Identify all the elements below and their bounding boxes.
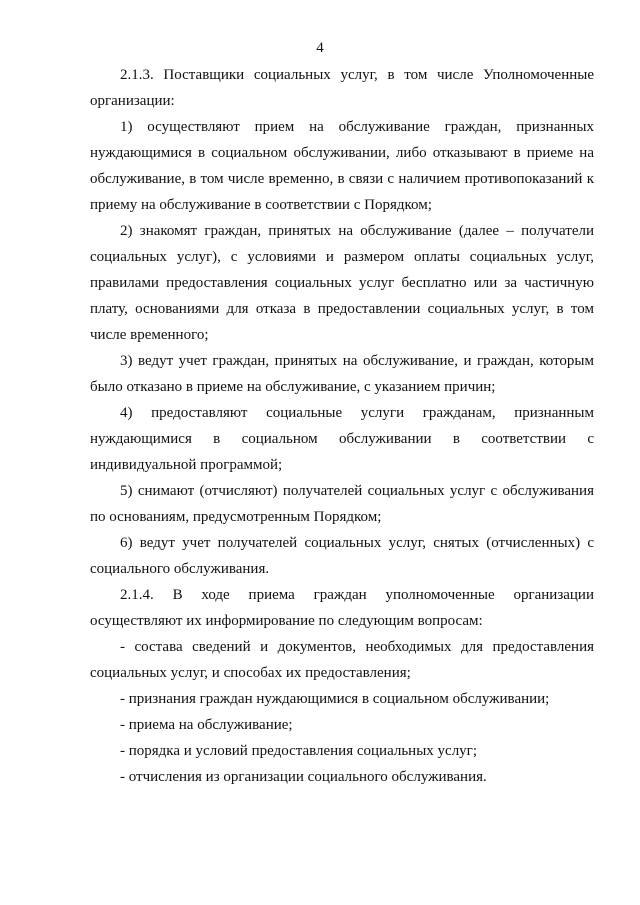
- document-body: [90, 62, 594, 790]
- paragraph-item-6: 6) ведут учет получателей социальных услуг, снятых (отчисленных) с социального обслуживания.: [90, 535, 594, 577]
- paragraph-2-1-4: 2.1.4. В ходе приема граждан уполномоченные организации осуществляют их информирование по следующим вопросам:: [90, 587, 594, 629]
- list-item-expulsion: - отчисления из организации социального обслуживания.: [120, 769, 487, 785]
- paragraph-item-5: 5) снимают (отчисляют) получателей социальных услуг с обслуживания по основаниям, предусмотренным Порядком;: [90, 483, 594, 525]
- paragraph-item-1: 1) осуществляют прием на обслуживание граждан, признанных нуждающимися в социальном обслуживании, либо отказывают в приеме на обслуживание, в том числе временно, в связи с наличием противопоказаний к приему на обслуживание в соответствии с Порядком;: [90, 119, 594, 213]
- paragraph-item-4: 4) предоставляют социальные услуги гражданам, признанным нуждающимися в социальном обслуживании в соответствии с индивидуальной программой;: [90, 405, 594, 473]
- list-item-documents: - состава сведений и документов, необходимых для предоставления социальных услуг, и способах их предоставления;: [90, 639, 594, 681]
- list-item-procedure: - порядка и условий предоставления социальных услуг;: [120, 743, 478, 759]
- list-item-recognition: - признания граждан нуждающимися в социальном обслуживании;: [120, 691, 550, 707]
- paragraph-item-3: 3) ведут учет граждан, принятых на обслуживание, и граждан, которым было отказано в приеме на обслуживание, с указанием причин;: [90, 353, 594, 395]
- page-number: 4: [316, 40, 324, 56]
- list-item-admission: - приема на обслуживание;: [120, 717, 293, 733]
- paragraph-2-1-3: 2.1.3. Поставщики социальных услуг, в том числе Уполномоченные организации:: [90, 67, 594, 109]
- paragraph-item-2: 2) знакомят граждан, принятых на обслуживание (далее – получатели социальных услуг), с условиями и размером оплаты социальных услуг, правилами предоставления социальных услуг бесплатно или за частичную плату, основаниями для отказа в предоставлении социальных услуг, в том числе временного;: [90, 223, 594, 343]
